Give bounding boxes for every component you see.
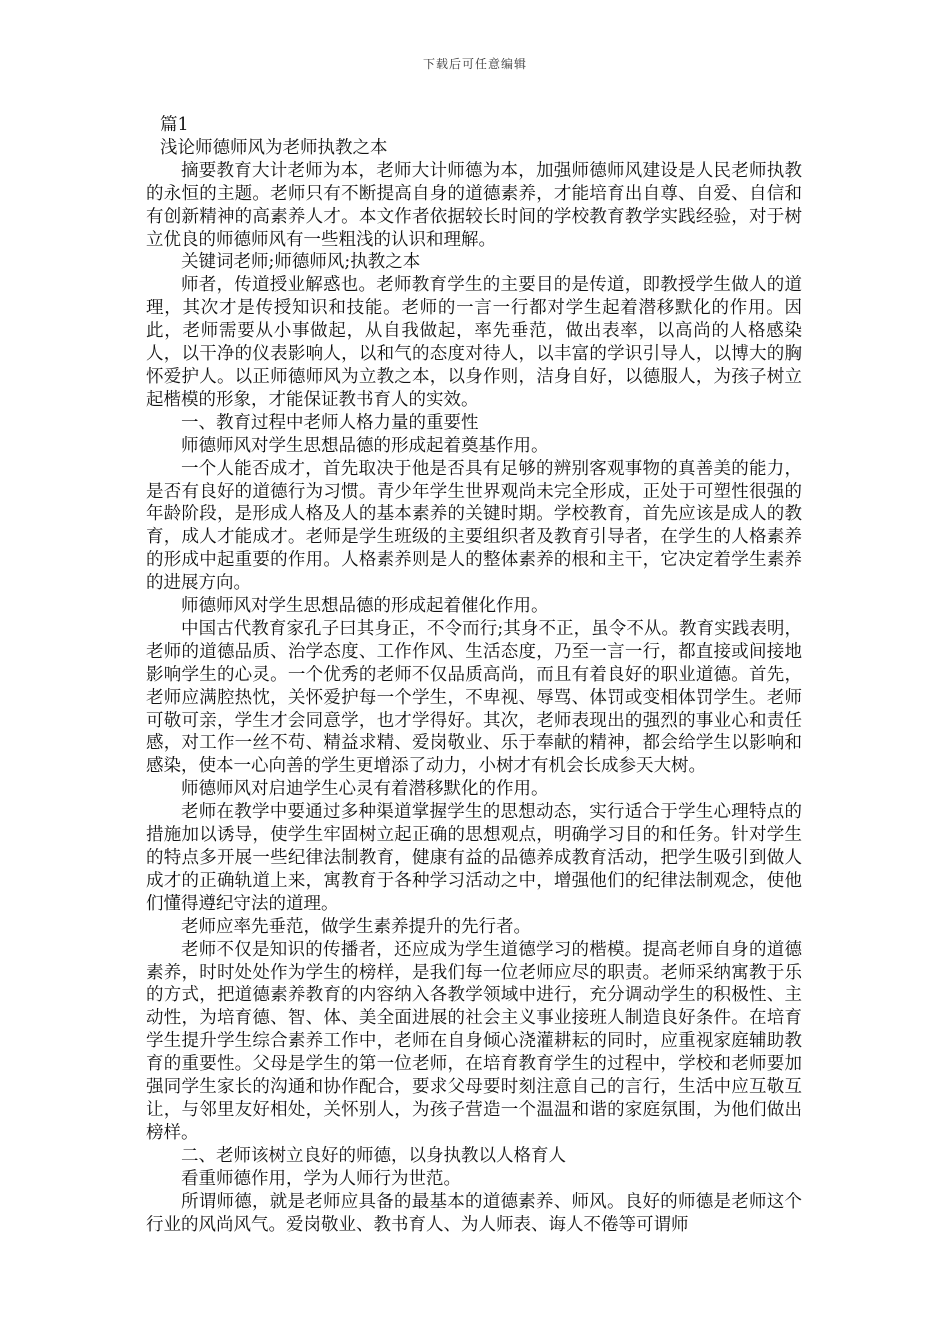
body-paragraph: 所谓师德，就是老师应具备的最基本的道德素养、师风。良好的师德是老师这个行业的风尚风气。爱岗敬业、教书育人、为人师表、诲人不倦等可谓师: [146, 1191, 802, 1235]
subheading: 师德师风对学生思想品德的形成起着催化作用。: [181, 596, 549, 617]
subheading: 师德师风对学生思想品德的形成起着奠基作用。: [181, 435, 549, 456]
body-paragraph: 中国古代教育家孔子曰其身正，不令而行;其身不正，虽令不从。教育实践表明，老师的道德品质、治学态度、工作作风、生活态度，乃至一言一行，都直接或间接地影响学生的心灵。一个优秀的老师不仅品质高尚，而且有着良好的职业道德。首先，老师应满腔热忱，关怀爱护每一个学生，不卑视、辱骂、体罚或变相体罚学生。老师可敬可亲，学生才会同意学，也才学得好。其次，老师表现出的强烈的事业心和责任感，对工作一丝不苟、精益求精、爱岗敬业、乐于奉献的精神，都会给学生以影响和感染，使本一心向善的学生更增添了动力，小树才有机会长成参天大树。: [146, 618, 802, 777]
abstract-paragraph: 摘要教育大计老师为本，老师大计师德为本，加强师德师风建设是人民老师执教的永恒的主题。老师只有不断提高自身的道德素养，才能培育出自尊、自爱、自信和有创新精神的高素养人才。本文作者依据较长时间的学校教育教学实践经验，对于树立优良的师德师风有一些粗浅的认识和理解。: [146, 160, 802, 250]
section-heading: 一、教育过程中老师人格力量的重要性: [181, 412, 479, 433]
subheading: 老师应率先垂范，做学生素养提升的先行者。: [181, 916, 531, 937]
body-paragraph: 老师不仅是知识的传播者，还应成为学生道德学习的楷模。提高老师自身的道德素养，时时处处作为学生的榜样，是我们每一位老师应尽的职责。老师采纳寓教于乐的方式，把道德素养教育的内容纳入各教学领域中进行，充分调动学生的积极性、主动性，为培育德、智、体、美全面进展的社会主义事业接班人制造良好条件。在培育学生提升学生综合素养工作中，老师在自身倾心浇灌耕耘的同时，应重视家庭辅助教育的重要性。父母是学生的第一位老师，在培育教育学生的过程中，学校和老师要加强同学生家长的沟通和协作配合，要求父母要时刻注意自己的言行，生活中应互敬互让，与邻里友好相处，关怀别人，为孩子营造一个温温和谐的家庭氛围，为他们做出榜样。: [146, 939, 802, 1143]
section-heading: 二、老师该树立良好的师德，以身执教以人格育人: [181, 1145, 566, 1166]
article-title: 浅论师德师风为老师执教之本: [160, 137, 388, 158]
body-paragraph: 一个人能否成才，首先取决于他是否具有足够的辨别客观事物的真善美的能力，是否有良好的道德行为习惯。青少年学生世界观尚未完全形成，正处于可塑性很强的年龄阶段，是形成人格及人的基本素养的关键时期。学校教育，首先应该是成人的教育，成人才能成才。老师是学生班级的主要组织者及教育引导者，在学生的人格素养的形成中起重要的作用。人格素养则是人的整体素养的根和主干，它决定着学生素养的进展方向。: [146, 458, 802, 594]
body-paragraph: 师者，传道授业解惑也。老师教育学生的主要目的是传道，即教授学生做人的道理，其次才是传授知识和技能。老师的一言一行都对学生起着潜移默化的作用。因此，老师需要从小事做起，从自我做起，率先垂范，做出表率，以高尚的人格感染人，以干净的仪表影响人，以和气的态度对待人，以丰富的学识引导人，以博大的胸怀爱护人。以正师德师风为立教之本，以身作则，洁身自好，以德服人，为孩子树立起楷模的形象，才能保证教书育人的实效。: [146, 275, 802, 410]
section-label: 篇1: [160, 115, 189, 135]
body-paragraph: 老师在教学中要通过多种渠道掌握学生的思想动态，实行适合于学生心理特点的措施加以诱导，使学生牢固树立起正确的思想观点，明确学习目的和任务。针对学生的特点多开展一些纪律法制教育，健康有益的品德养成教育活动，把学生吸引到做人成才的正确轨道上来，寓教育于各种学习活动之中，增强他们的纪律法制观念，使他们懂得遵纪守法的道理。: [146, 802, 802, 914]
subheading: 师德师风对启迪学生心灵有着潜移默化的作用。: [181, 779, 549, 800]
page-header: 下载后可任意编辑: [422, 57, 527, 71]
subheading: 看重师德作用，学为人师行为世范。: [181, 1168, 461, 1189]
document-body: [146, 114, 802, 1236]
keywords-paragraph: 关键词老师;师德师风;执教之本: [181, 252, 421, 273]
